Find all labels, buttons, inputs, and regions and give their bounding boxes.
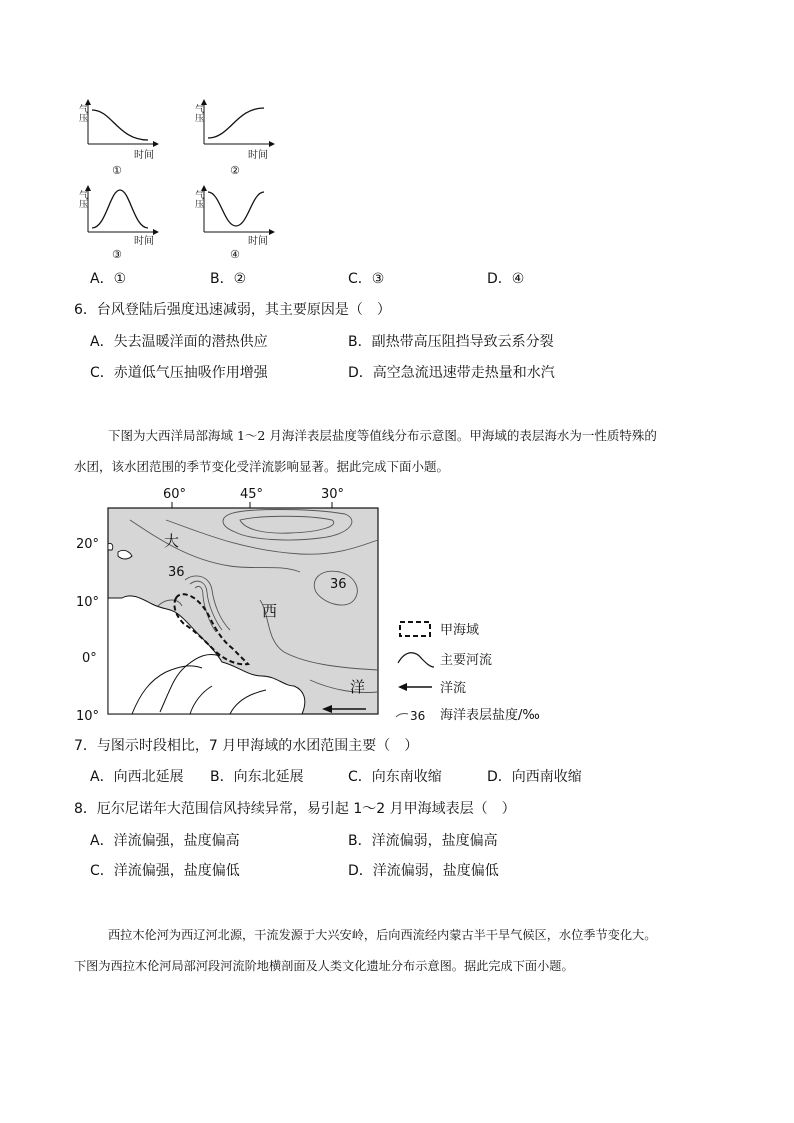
lat-label-10n: 10° [76,595,100,610]
lon-label-30: 30° [321,487,345,502]
intro-2-line-2: 下图为西拉木伦河局部河段河流阶地横剖面及人类文化遗址分布示意图。据此完成下面小题。 [74,959,574,973]
q8-option-d[interactable]: D．洋流偏弱，盐度偏低 [348,863,499,879]
y-label-3: 气压 [77,190,87,208]
y-label-2: 气压 [193,104,203,122]
lat-label-0: 0° [82,651,97,666]
q5-option-d[interactable]: D．④ [487,271,525,287]
lon-label-60: 60° [163,487,187,502]
q5-option-c[interactable]: C．③ [348,271,385,287]
panel-id-4: ④ [230,248,240,261]
q8-option-c[interactable]: C．洋流偏强，盐度偏低 [90,863,240,879]
legend-label-current: 洋流 [440,681,467,696]
place-label-yang: 洋 [350,678,366,696]
intro-2-line-1: 西拉木伦河为西辽河北源，干流发源于大兴安岭，后向西流经内蒙古半干旱气候区，水位季节变化大。 [108,928,657,942]
pressure-graphs [60,92,300,262]
lon-label-45: 45° [240,487,264,502]
intro-1-line-2: 水团，该水团范围的季节变化受洋流影响显著。据此完成下面小题。 [74,459,450,474]
lat-label-10s: 10° [76,709,100,724]
iso-label-36-east: 36 [330,577,347,592]
q7-stem: 7．与图示时段相比，7 月甲海域的水团范围主要（ ） [74,738,419,754]
q6-option-a[interactable]: A．失去温暖洋面的潜热供应 [90,334,268,350]
q6-stem: 6．台风登陆后强度迅速减弱，其主要原因是（ ） [74,302,391,318]
x-label-4: 时间 [248,236,268,247]
current-arrow-icon [398,683,432,691]
intro-1-line-1: 下图为大西洋局部海域 1～2 月海洋表层盐度等值线分布示意图。甲海域的表层海水为一性质特殊的 [108,428,657,443]
place-label-da: 大 [164,532,180,550]
dashed-box-icon [400,622,430,636]
q7-option-c[interactable]: C．向东南收缩 [348,769,442,785]
river-line-icon [398,653,434,667]
panel-id-1: ① [112,164,122,177]
q7-option-d[interactable]: D．向西南收缩 [487,769,582,785]
isoline-icon [396,713,408,717]
graph-3 [77,186,158,261]
legend-label-jia: 甲海域 [440,623,480,638]
x-label-2: 时间 [248,150,268,161]
legend-label-river: 主要河流 [440,653,493,668]
q8-stem: 8．厄尔尼诺年大范围信风持续异常，易引起 1～2 月甲海域表层（ ） [74,801,516,817]
x-label-1: 时间 [134,150,154,161]
panel-id-3: ③ [112,248,122,261]
q6-option-d[interactable]: D．高空急流迅速带走热量和水汽 [348,365,555,381]
graph-1 [77,100,158,177]
q6-option-b[interactable]: B．副热带高压阻挡导致云系分裂 [348,334,554,350]
legend-isoline-value: 36 [410,709,426,723]
q5-option-a[interactable]: A．① [90,271,127,287]
iso-label-36-west: 36 [168,565,185,580]
q6-option-c[interactable]: C．赤道低气压抽吸作用增强 [90,365,268,381]
place-label-xi: 西 [262,602,278,620]
lat-label-20n: 20° [76,537,100,552]
map-legend [392,615,572,725]
graph-2 [193,100,274,177]
atlantic-salinity-map [70,480,390,725]
y-label-1: 气压 [77,104,87,122]
q5-option-b[interactable]: B．② [210,271,247,287]
y-label-4: 气压 [193,190,203,208]
legend-label-salinity: 海洋表层盐度/‰ [440,708,540,723]
graph-4 [193,186,274,261]
q8-option-a[interactable]: A．洋流偏强，盐度偏高 [90,833,240,849]
panel-id-2: ② [230,164,240,177]
q8-option-b[interactable]: B．洋流偏弱，盐度偏高 [348,833,498,849]
x-label-3: 时间 [134,236,154,247]
q7-option-a[interactable]: A．向西北延展 [90,769,184,785]
q7-option-b[interactable]: B．向东北延展 [210,769,304,785]
